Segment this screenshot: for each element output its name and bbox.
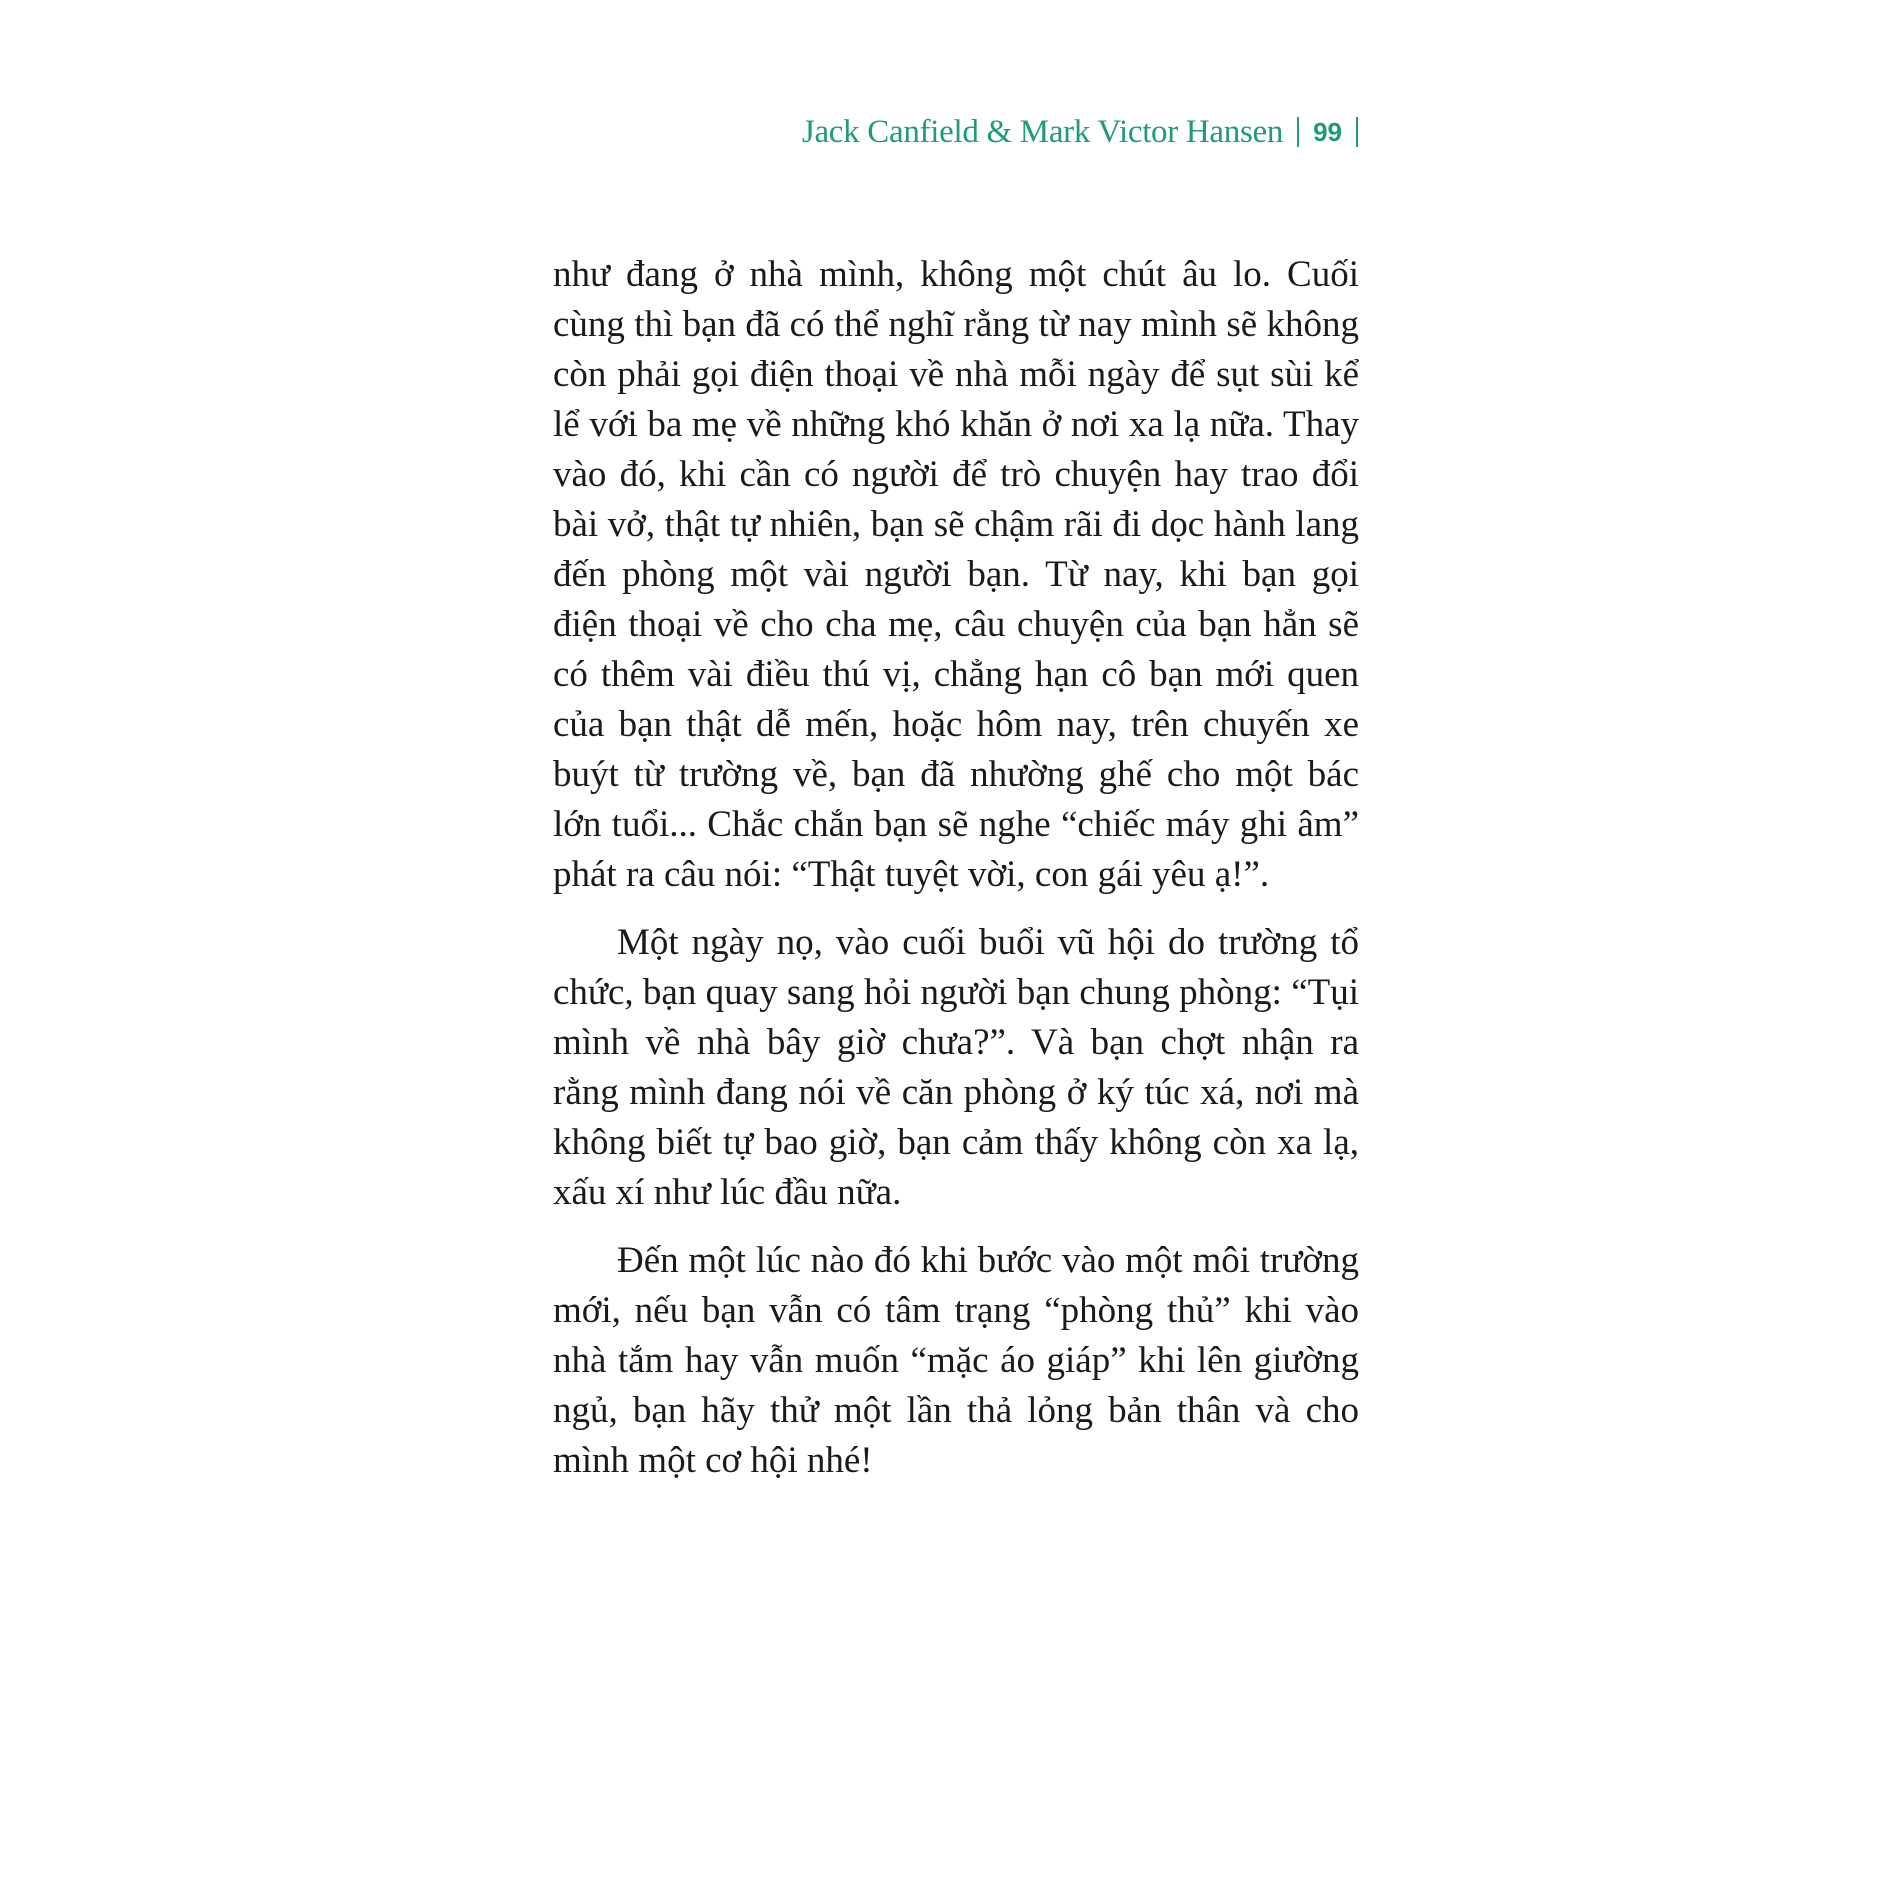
running-head <box>802 112 1372 152</box>
separator-bar-left <box>1297 117 1299 147</box>
separator-bar-right <box>1356 117 1358 147</box>
running-head-authors: Jack Canfield & Mark Victor Hansen <box>801 114 1284 150</box>
paragraph-2: Một ngày nọ, vào cuối buổi vũ hội do trường tổ chức, bạn quay sang hỏi người bạn chung phòng: “Tụi mình về nhà bây giờ chưa?”. Và bạn chợt nhận ra rằng mình đang nói về căn phòng ở ký túc xá, nơi mà không biết tự bao giờ, bạn cảm thấy không còn xa lạ, xấu xí như lúc đầu nữa. <box>553 922 1359 1213</box>
paragraph-3: Đến một lúc nào đó khi bước vào một môi trường mới, nếu bạn vẫn có tâm trạng “phòng thủ” khi vào nhà tắm hay vẫn muốn “mặc áo giáp” khi lên giường ngủ, bạn hãy thử một lần thả lỏng bản thân và cho mình một cơ hội nhé! <box>553 1240 1359 1481</box>
paragraph-1: như đang ở nhà mình, không một chút âu lo. Cuối cùng thì bạn đã có thể nghĩ rằng từ nay mình sẽ không còn phải gọi điện thoại về nhà mỗi ngày để sụt sùi kể lể với ba mẹ về những khó khăn ở nơi xa lạ nữa. Thay vào đó, khi cần có người để trò chuyện hay trao đổi bài vở, thật tự nhiên, bạn sẽ chậm rãi đi dọc hành lang đến phòng một vài người bạn. Từ nay, khi bạn gọi điện thoại về cho cha mẹ, câu chuyện của bạn hẳn sẽ có thêm vài điều thú vị, chẳng hạn cô bạn mới quen của bạn thật dễ mến, hoặc hôm nay, trên chuyến xe buýt từ trường về, bạn đã nhường ghế cho một bác lớn tuổi... Chắc chắn bạn sẽ nghe “chiếc máy ghi âm” phát ra câu nói: “Thật tuyệt vời, con gái yêu ạ!”. <box>553 254 1359 895</box>
page-number: 99 <box>1313 117 1342 147</box>
body-text <box>553 250 1359 1504</box>
